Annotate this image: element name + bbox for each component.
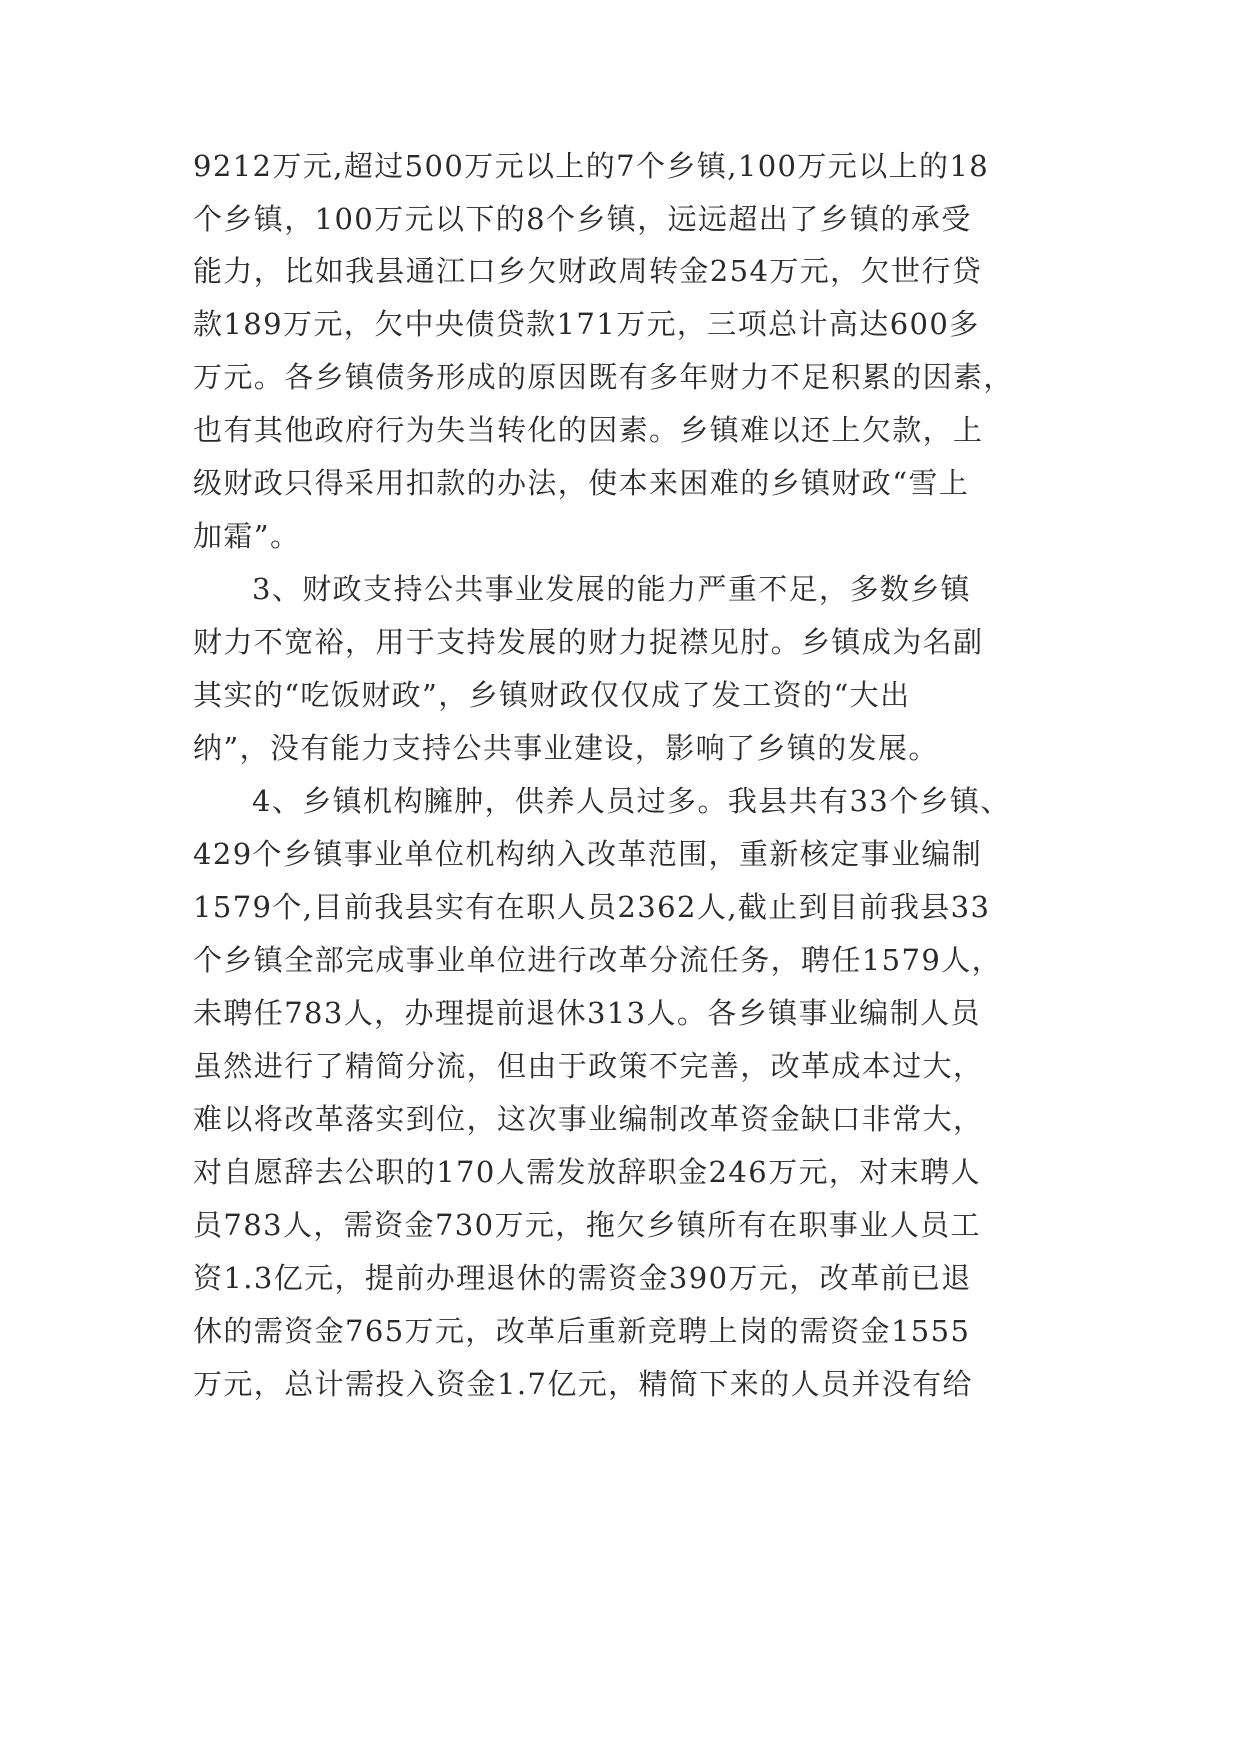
paragraph-3-first-line: 3、财政支持公共事业发展的能力严重不足，多数乡镇 — [252, 572, 972, 606]
text-line: 能力，比如我县通江口乡欠财政周转金254万元，欠世行贷 — [193, 254, 983, 288]
text-line: 难以将改革落实到位，这次事业编制改革资金缺口非常大， — [193, 1102, 984, 1136]
text-line: 未聘任783人，办理提前退休313人。各乡镇事业编制人员 — [193, 996, 981, 1030]
text-line: 级财政只得采用扣款的办法，使本来困难的乡镇财政“雪上 — [193, 466, 970, 500]
text-line: 加霜”。 — [193, 519, 301, 553]
text-line: 款189万元，欠中央债贷款171万元，三项总计高达600多 — [193, 307, 980, 341]
text-line: 虽然进行了精简分流，但由于政策不完善，改革成本过大， — [193, 1049, 984, 1083]
text-line: 9212万元,超过500万元以上的7个乡镇,100万元以上的18 — [193, 149, 990, 183]
text-line: 万元，总计需投入资金1.7亿元，精简下来的人员并没有给 — [193, 1367, 973, 1401]
text-line: 万元。各乡镇债务形成的原因既有多年财力不足积累的因素， — [193, 360, 1014, 394]
text-line: 也有其他政府行为失当转化的因素。乡镇难以还上欠款，上 — [193, 413, 984, 447]
text-line: 财力不宽裕，用于支持发展的财力捉襟见肘。乡镇成为名副 — [193, 625, 984, 659]
text-line: 纳”，没有能力支持公共事业建设，影响了乡镇的发展。 — [193, 731, 939, 765]
text-line: 对自愿辞去公职的170人需发放辞职金246万元，对末聘人 — [193, 1155, 981, 1189]
text-line: 资1.3亿元，提前办理退休的需资金390万元，改革前已退 — [193, 1261, 972, 1295]
text-line: 员783人，需资金730万元，拖欠乡镇所有在职事业人员工 — [193, 1208, 981, 1242]
paragraph-4-first-line: 4、乡镇机构臃肿，供养人员过多。我县共有33个乡镇、 — [252, 784, 1011, 818]
text-line: 休的需资金765万元，改革后重新竞聘上岗的需资金1555 — [193, 1314, 971, 1348]
text-line: 个乡镇全部完成事业单位进行改革分流任务，聘任1579人， — [193, 943, 1003, 977]
text-line: 其实的“吃饭财政”，乡镇财政仅仅成了发工资的“大出 — [193, 678, 911, 712]
text-line: 个乡镇，100万元以下的8个乡镇，远远超出了乡镇的承受 — [193, 202, 972, 236]
text-line: 1579个,目前我县实有在职人员2362人,截止到目前我县33 — [193, 890, 991, 924]
text-line: 429个乡镇事业单位机构纳入改革范围，重新核定事业编制 — [193, 837, 983, 871]
